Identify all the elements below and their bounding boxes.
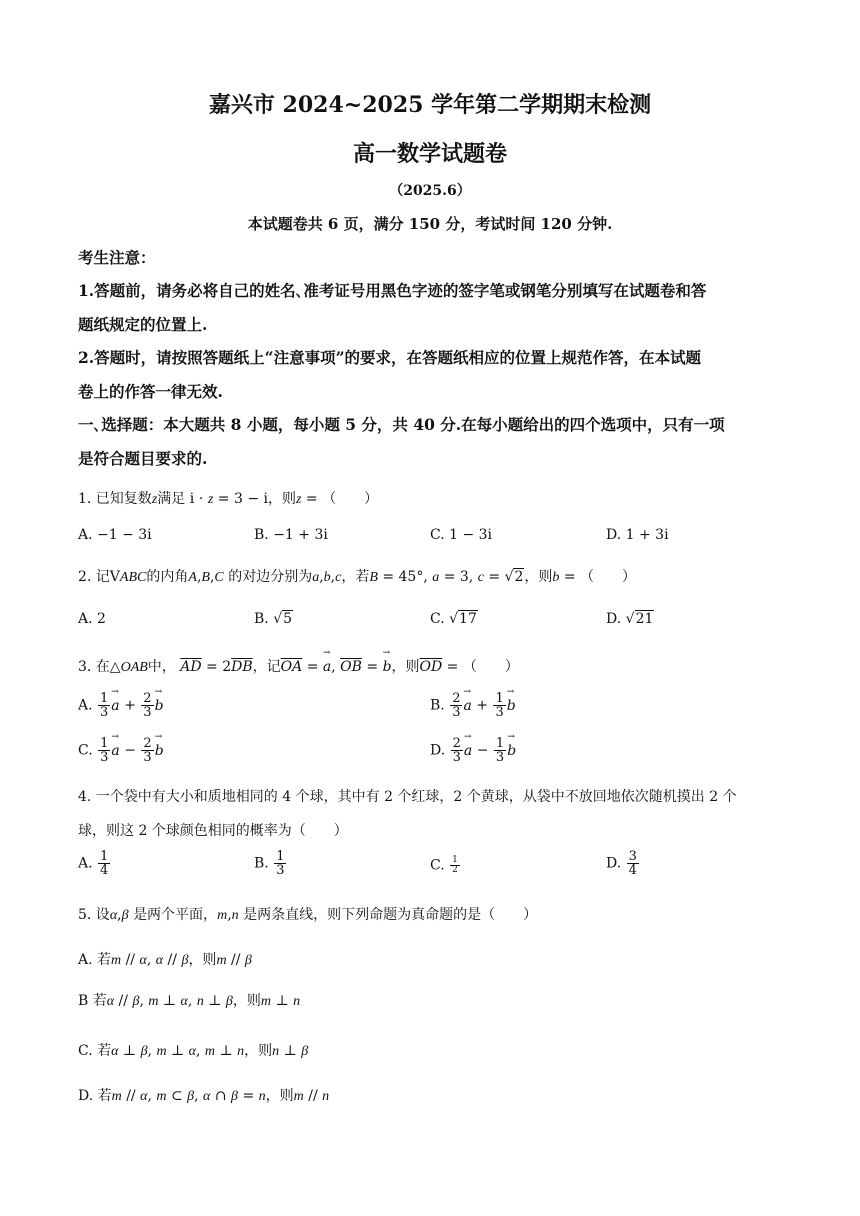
question-5-stem: 5. 设α,β 是两个平面，m,n 是两条直线，则下列命题为真命题的是（ ）: [78, 907, 538, 923]
exam-title: 嘉兴市 2024~2025 学年第二学期期末检测: [208, 92, 652, 118]
question-2-option-c: C. √17: [430, 611, 477, 627]
section-1-heading-line-2: 是符合题目要求的.: [78, 449, 208, 468]
question-3-option-d: D. $\frac{2}{3}$ → a − $\frac{1}{3}$ → b: [430, 737, 516, 764]
question-2-option-d: D. √21: [606, 611, 654, 627]
question-5-option-d: D. 若m // α, m ⊂ β, α ∩ β = n，则m // n: [78, 1088, 330, 1104]
notice-item-2-line-2: 卷上的作答一律无效.: [78, 382, 223, 401]
question-5-option-a: A. 若m // α, α // β，则m // β: [78, 952, 252, 968]
question-1-stem: 1. 已知复数z满足 i ⋅ z = 3 − i，则z = （ ）: [78, 491, 379, 507]
question-2-option-a: A. 2: [78, 611, 106, 627]
question-1-option-a: A. −1 − 3i: [78, 527, 152, 543]
question-2-option-b: B. √5: [254, 611, 293, 627]
question-3-option-b: B. $\frac{2}{3}$ → a + $\frac{1}{3}$ → b: [430, 692, 516, 719]
question-4-line-2: 球，则这 2 个球颜色相同的概率为（ ）: [78, 823, 348, 839]
exam-info: 本试题卷共 6 页，满分 150 分，考试时间 120 分钟.: [247, 215, 613, 233]
question-4-option-d: D. $\frac{3}{4}$: [606, 849, 637, 878]
question-3-option-c: C. $\frac{1}{3}$ → a − $\frac{2}{3}$ → b: [78, 737, 164, 764]
question-3-option-a: A. $\frac{1}{3}$ → a + $\frac{2}{3}$ → b: [78, 692, 164, 719]
question-5-option-c: C. 若α ⊥ β, m ⊥ α, m ⊥ n，则n ⊥ β: [78, 1043, 309, 1059]
question-4-option-b: B. $\frac{1}{3}$: [254, 849, 285, 878]
exam-date: （2025.6）: [389, 183, 471, 199]
notice-heading: 考生注意：: [78, 248, 156, 267]
question-2-stem: 2. 记VABC的内角A,B,C 的对边分别为a,b,c，若B = 45°, a = 3, c = √2，则b = （ ）: [78, 569, 637, 585]
question-5-option-b: B 若α // β, m ⊥ α, n ⊥ β，则m ⊥ n: [78, 993, 301, 1009]
question-4-option-a: A. $\frac{1}{4}$: [78, 849, 109, 878]
question-4-line-1: 4. 一个袋中有大小和质地相同的 4 个球，其中有 2 个红球，2 个黄球，从袋中不放回地依次随机摸出 2 个: [78, 789, 737, 805]
question-1-option-c: C. 1 − 3i: [430, 527, 493, 543]
question-1-option-b: B. −1 + 3i: [254, 527, 328, 543]
section-1-heading-line-1: 一､选择题：本大题共 8 小题，每小题 5 分，共 40 分.在每小题给出的四个选项中，只有一项: [78, 415, 725, 434]
exam-subtitle: 高一数学试题卷: [352, 141, 507, 167]
notice-item-1-line-1: 1.答题前，请务必将自己的姓名､准考证号用黑色字迹的签字笔或钢笔分别填写在试题卷和答: [78, 281, 707, 300]
notice-item-2-line-1: 2.答题时，请按照答题纸上“注意事项”的要求，在答题纸相应的位置上规范作答，在本试题: [78, 348, 702, 367]
question-3-stem: 3. 在△OAB中， $\overline{AD} = 2\overline{DB}$，记$\overline{OA}$ = → a, $\overline{OB}$ = → b，则$\overline{OD}$ = （ ）: [78, 656, 519, 676]
notice-item-1-line-2: 题纸规定的位置上.: [78, 315, 208, 334]
question-1-option-d: D. 1 + 3i: [606, 527, 669, 543]
question-4-option-c: C. $\frac{1}{2}$: [430, 855, 458, 875]
